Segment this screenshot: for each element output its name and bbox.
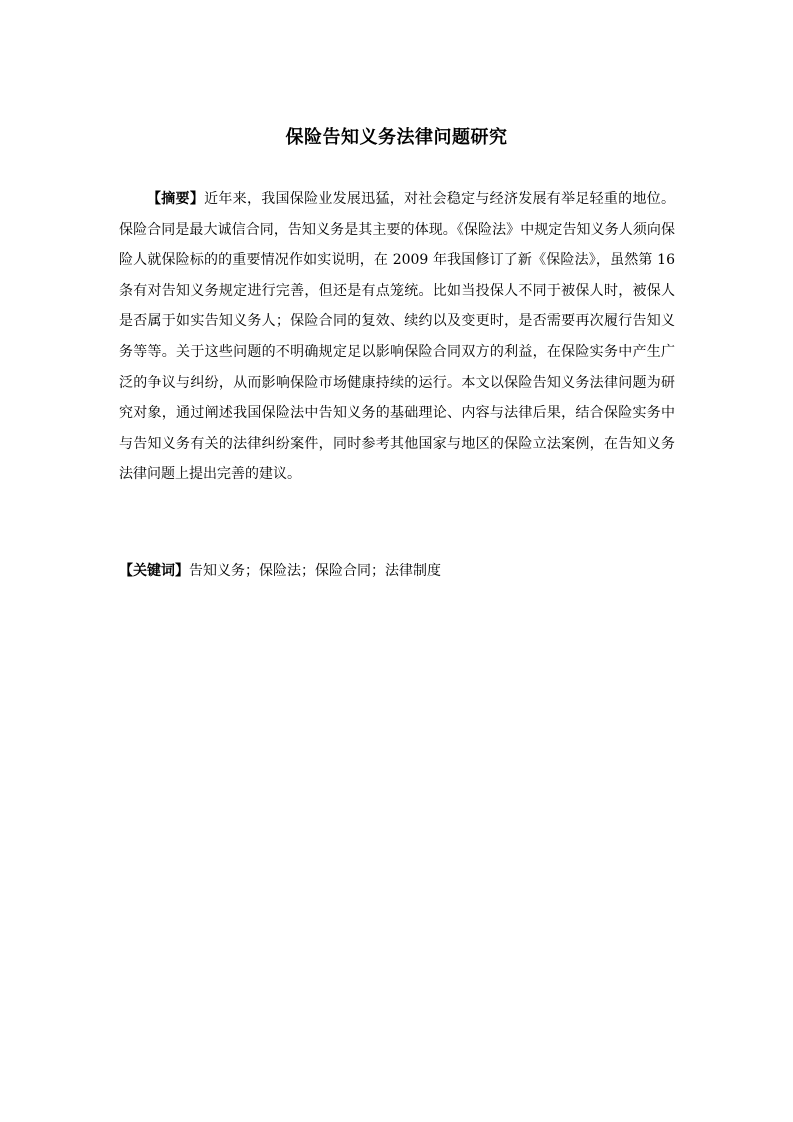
keywords-paragraph	[119, 556, 675, 586]
keywords-label: 【关键词】	[119, 563, 189, 579]
document-title: 保险告知义务法律问题研究	[285, 127, 508, 148]
abstract-label: 【摘要】	[147, 191, 205, 207]
keywords-text: 告知义务；保险法；保险合同；法律制度	[189, 563, 441, 579]
abstract-paragraph	[119, 184, 675, 490]
abstract-text: 近年来，我国保险业发展迅猛，对社会稳定与经济发展有举足轻重的地位。保险合同是最大诚信合同，告知义务是其主要的体现。《保险法》中规定告知义务人须向保险人就保险标的的重要情况作如实说明，在 2009 年我国修订了新《保险法》，虽然第 16 条有对告知义务规定进行完善，但还是有点笼统。比如当投保人不同于被保人时，被保人是否属于如实告知义务人；保险合同的复效、续约以及变更时，是否需要再次履行告知义务等等。关于这些问题的不明确规定足以影响保险合同双方的利益，在保险实务中产生广泛的争议与纠纷，从而影响保险市场健康持续的运行。本文以保险告知义务法律问题为研究对象，通过阐述我国保险法中告知义务的基础理论、内容与法律后果，结合保险实务中与告知义务有关的法律纠纷案件，同时参考其他国家与地区的保险立法案例，在告知义务法律问题上提出完善的建议。	[119, 191, 676, 483]
